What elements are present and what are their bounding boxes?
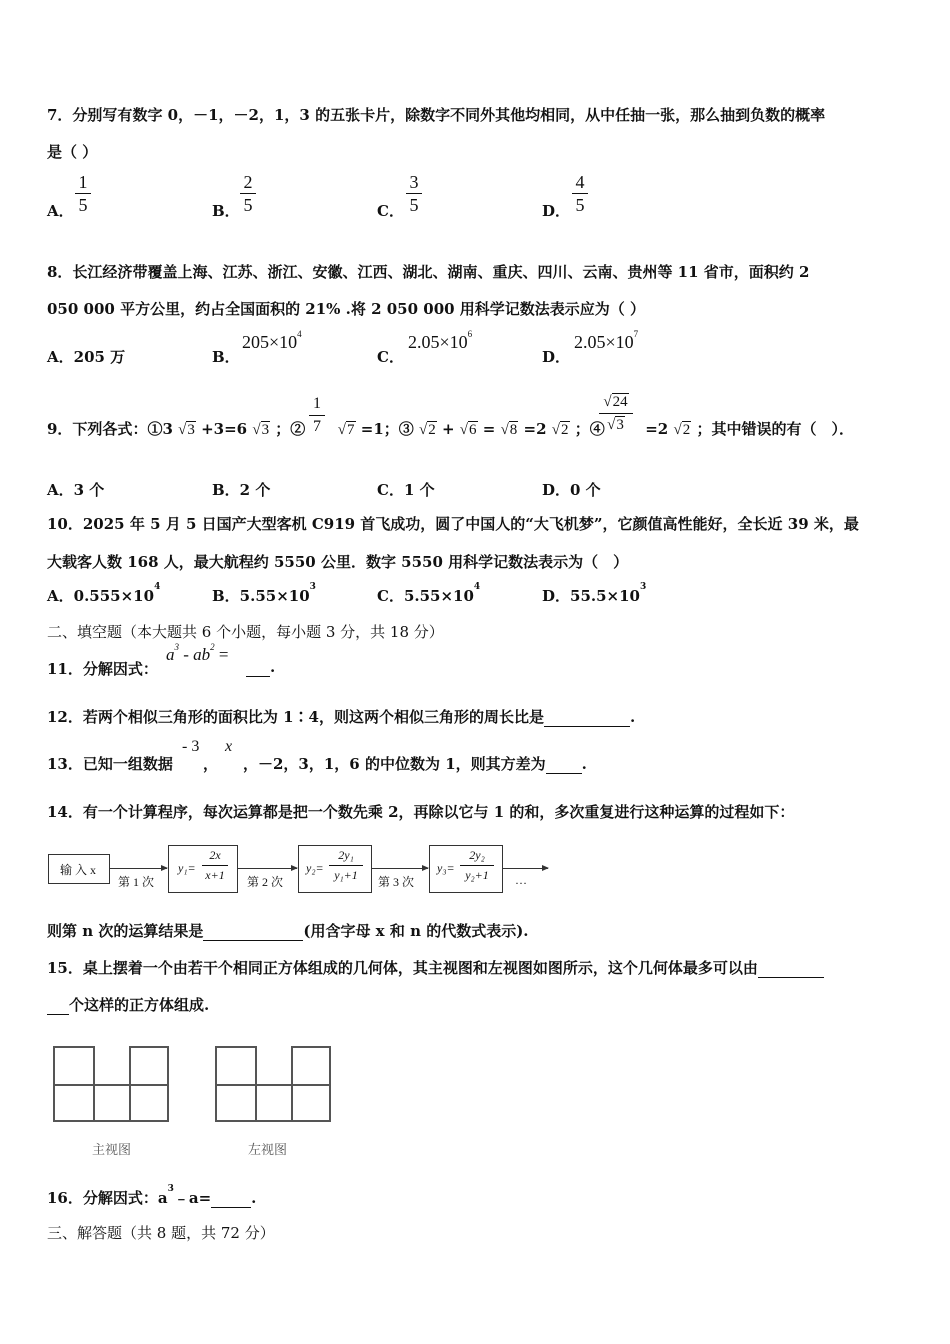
q9-option-d: D．0 个 (542, 481, 601, 499)
q9-option-a: A．3 个 (47, 481, 105, 499)
q7-line2: 是（ ） (47, 143, 98, 161)
q10-option-a: A．$0.555\times 10^4$ (47, 582, 161, 605)
flow-step-3-label: 第 3 次 (378, 875, 415, 889)
q7-option-a-letter: A． (47, 202, 74, 220)
q13-prefix: 13．已知一组数据 (47, 755, 173, 773)
q7-option-c-fraction: 3 5 (406, 172, 422, 215)
q7-option-b-fraction: 2 5 (240, 172, 256, 215)
flow-continuation-dots: … (515, 873, 527, 887)
q9-fraction-sqrt24-sqrt3: √24 √3 (599, 392, 633, 435)
q10-line2: 大载客人数 168 人，最大航程约 5550 公里．数字 5550 用科学记数法表示为（ ） (47, 553, 629, 571)
q9-option-b: B．2 个 (212, 481, 271, 499)
flow-arrow-3 (371, 868, 428, 869)
q8-option-d-value: $2.05\times 10^7$ (574, 329, 639, 352)
front-view-caption: 主视图 (92, 1143, 132, 1158)
flow-step-2-label: 第 2 次 (247, 875, 284, 889)
q8-option-c-letter: C． (377, 348, 404, 366)
flow-y1-lhs: y₁= (178, 861, 196, 875)
flow-y2-lhs: y₂= (306, 861, 324, 875)
q15-answer-blank-part2[interactable] (47, 996, 69, 1015)
q10-option-d: D．$55.5\times 10^3$ (542, 582, 647, 605)
q7-option-a-fraction: 1 5 (75, 172, 91, 215)
left-view-caption: 左视图 (248, 1143, 288, 1158)
q8-line1: 8．长江经济带覆盖上海、江苏、浙江、安徽、江西、湖北、湖南、重庆、四川、云南、贵州等 11 省市，面积约 2 (47, 263, 810, 281)
section-2-heading: 二、填空题（本大题共 6 个小题，每小题 3 分，共 18 分） (47, 623, 444, 641)
q13-value-neg3: - 3 (182, 738, 200, 755)
q7-option-d-fraction: 4 5 (572, 172, 588, 215)
q10-option-c: C．$5.55\times 10^4$ (377, 582, 481, 605)
q8-option-b-value: $205\times 10^4$ (242, 329, 302, 352)
q15-answer-blank-part1[interactable] (758, 959, 824, 978)
q9-fraction-1-7: 1 7 (309, 394, 325, 437)
q12-text: 12．若两个相似三角形的面积比为 1∶4，则这两个相似三角形的周长比是 . (47, 708, 636, 726)
q13-comma: ， (203, 755, 219, 773)
flow-y1-fraction: 2x x+1 (202, 847, 228, 884)
q8-option-d-letter: D． (542, 348, 571, 366)
flow-y3-fraction: 2y₂ y₂+1 (460, 847, 494, 884)
q8-option-c-value: $2.05\times 10^6$ (408, 329, 473, 352)
q13-value-x: x (225, 738, 233, 755)
q12-answer-blank[interactable] (544, 708, 630, 727)
flow-arrow-2 (237, 868, 297, 869)
q7-option-d-letter: D． (542, 202, 571, 220)
q15-line2: 个这样的正方体组成. (47, 994, 209, 1015)
flow-y3-lhs: y₃= (437, 861, 455, 875)
q8-option-a: A．205 万 (47, 348, 126, 366)
flow-y2-fraction: 2y₁ y₁+1 (329, 847, 363, 884)
q14-text: 14．有一个计算程序，每次运算都是把一个数先乘 2，再除以它与 1 的和，多次重复进行这种运算的过程如下： (47, 803, 795, 821)
q9-option-c: C．1 个 (377, 481, 435, 499)
q13-rest: ，－2，3，1，6 的中位数为 1，则其方差为 . (243, 755, 587, 773)
q10-option-b: B．$5.55\times 10^3$ (212, 582, 316, 605)
q16-text: 16．分解因式：$a^3﹣a=$ . (47, 1184, 257, 1207)
flow-arrow-4 (502, 868, 548, 869)
q7-option-c-letter: C． (377, 202, 404, 220)
q8-line2: 050 000 平方公里，约占全国面积的 21% .将 2 050 000 用科学记数法表示应为（ ） (47, 300, 646, 318)
q15-line1: 15．桌上摆着一个由若干个相同正方体组成的几何体，其主视图和左视图如图所示，这个几何体最多可以由 (47, 957, 824, 978)
q10-line1: 10．2025 年 5 月 5 日国产大型客机 C919 首飞成功，圆了中国人的“大飞机梦”，它颜值高性能好，全长近 39 米，最 (47, 515, 859, 533)
q7-option-b-letter: B． (212, 202, 240, 220)
q11-prefix: 11．分解因式： (47, 660, 158, 678)
q9-statement: 9．下列各式：①3 √3 +3=6 √3 ；② √7 =1；③ √2 + √6 = √8 =2 √2 ；④ =2 √2 ；其中错误的有（ ）． (47, 420, 854, 438)
q14-answer-blank[interactable] (203, 922, 303, 941)
q16-answer-blank[interactable] (211, 1189, 251, 1208)
q8-option-b-letter: B． (212, 348, 240, 366)
q7-line1: 7．分别写有数字 0，－1，－2，1，3 的五张卡片，除数字不同外其他均相同，从中任抽一张，那么抽到负数的概率 (47, 106, 826, 124)
flow-step-1-label: 第 1 次 (118, 875, 155, 889)
q13-answer-blank[interactable] (546, 755, 582, 774)
q14-answer-line: 则第 n 次的运算结果是 (用含字母 x 和 n 的代数式表示). (47, 922, 529, 940)
flow-arrow-1 (109, 868, 167, 869)
section-3-heading: 三、解答题（共 8 题，共 72 分） (47, 1224, 275, 1242)
q11-expression: $a^3 - ab^2$ = (166, 642, 229, 664)
q11-answer-blank[interactable]: . (246, 658, 275, 677)
flow-input-label: 输 入 x (60, 863, 97, 877)
